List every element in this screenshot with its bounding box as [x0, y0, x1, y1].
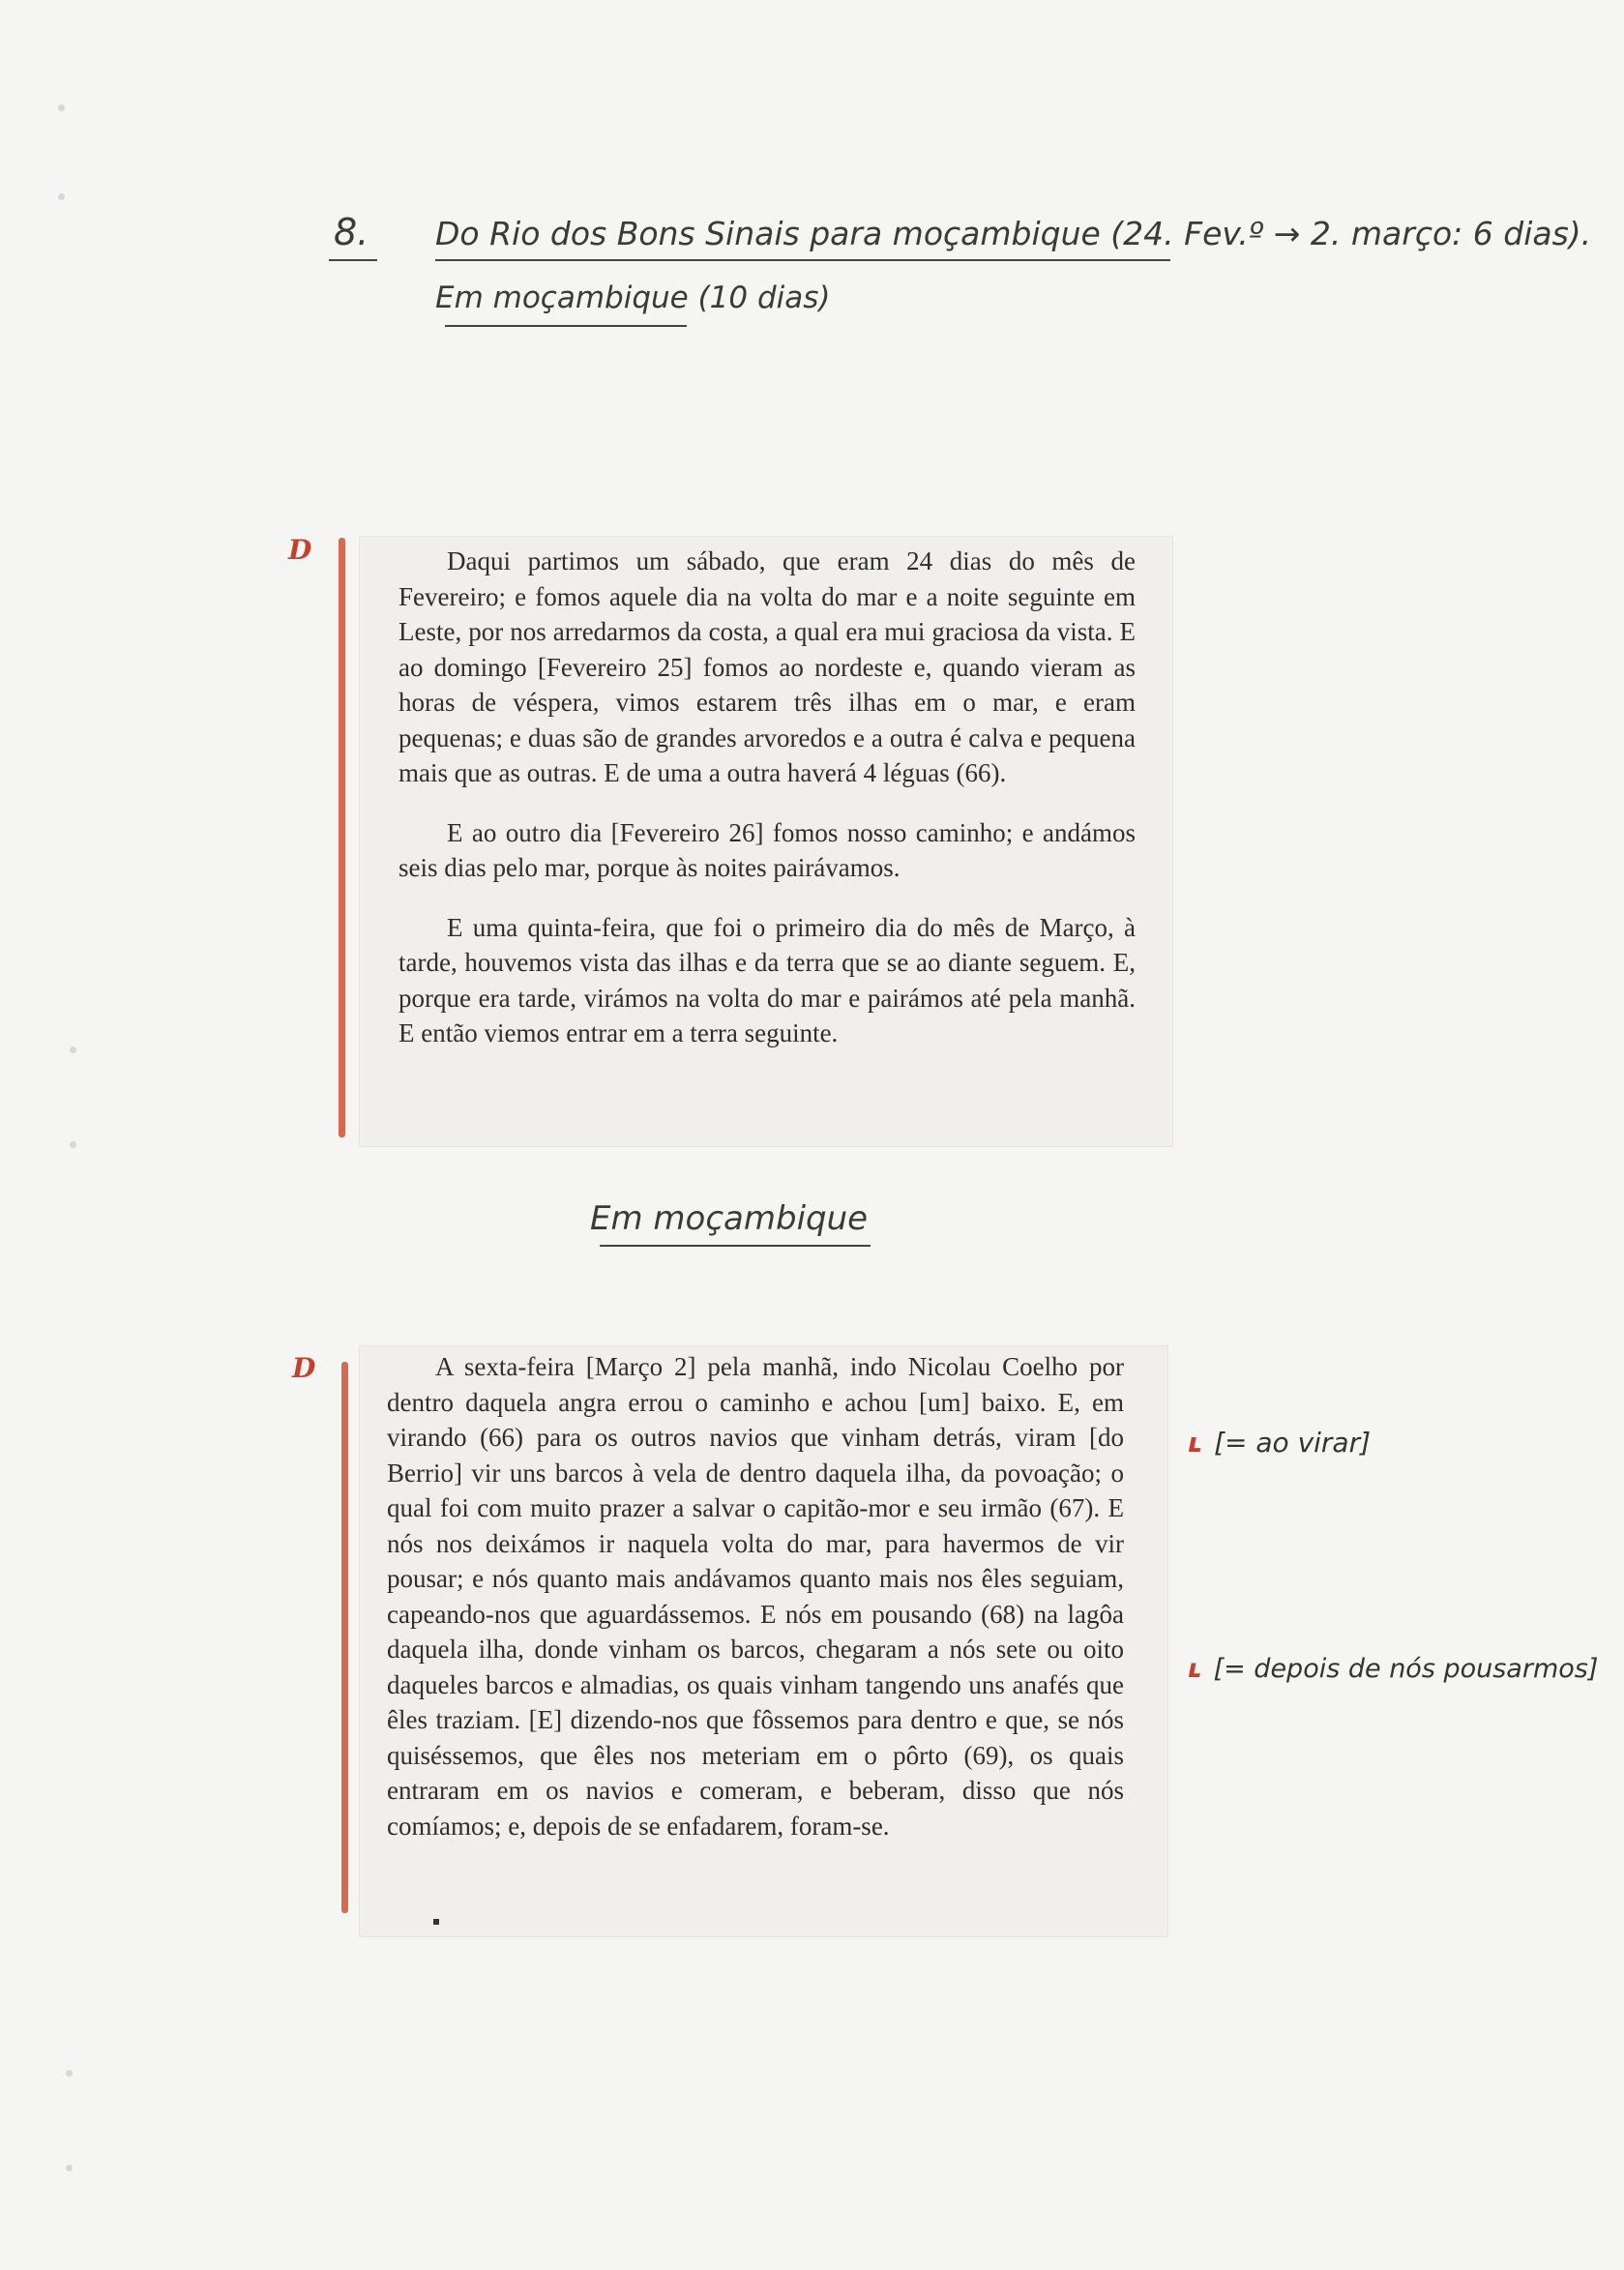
paragraph: E ao outro dia [Fevereiro 26] fomos nosso caminho; e andámos seis dias pelo mar, porque às noites pairávamos. — [399, 817, 1136, 882]
margin-red-line — [341, 1362, 348, 1913]
pin-mark — [433, 1919, 439, 1925]
punch-hole — [66, 2165, 73, 2171]
heading-number: 8. — [334, 211, 369, 253]
heading-title-line2: Em moçambique (10 dias) — [435, 280, 831, 315]
margin-note-1 — [1188, 1427, 1371, 1459]
margin-note-2 — [1188, 1654, 1598, 1684]
punch-hole — [58, 193, 65, 200]
note-text: [= ao virar] — [1214, 1427, 1372, 1459]
punch-hole — [70, 1047, 76, 1053]
paragraph: Daqui partimos um sábado, que eram 24 dias do mês de Fevereiro; e fomos aquele dia na volta do mar e a noite seguinte em Leste, por nos arredarmos da costa, a qual era mui graciosa da vista. E ao domingo [Fevereiro 25] fomos ao nordeste e, quando vieram as horas de véspera, vimos estarem três ilhas em o mar, e eram pequenas; e duas são de grandes arvoredos e a outra é calva e pequena mais que as outras. E de uma a outra haverá 4 léguas (66). — [399, 546, 1136, 787]
heading-title-underline — [435, 259, 1170, 261]
margin-mark-d: D — [292, 1352, 316, 1384]
margin-mark-d: D — [288, 534, 312, 566]
heading-line2-underline — [445, 325, 687, 327]
heading-number-underline — [329, 259, 377, 261]
margin-red-line — [339, 538, 345, 1137]
note-text: [= depois de nós pousarmos] — [1213, 1654, 1599, 1684]
section2-text — [387, 1349, 1124, 1843]
subheading-underline — [600, 1245, 871, 1247]
section1-text — [399, 544, 1136, 1051]
punch-hole — [70, 1141, 76, 1148]
punch-hole — [58, 104, 65, 111]
insert-mark-icon: ʟ — [1188, 1427, 1203, 1459]
insert-mark-icon: ʟ — [1188, 1654, 1202, 1684]
heading-title-line1: Do Rio dos Bons Sinais para moçambique (24. Fev.º → 2. março: 6 dias). — [435, 215, 1592, 252]
punch-hole — [66, 2070, 73, 2077]
paragraph: E uma quinta-feira, que foi o primeiro dia do mês de Março, à tarde, houvemos vista das ilhas e da terra que se ao diante seguem. E, porque era tarde, virámos na volta do mar e pairámos até pela manhã. E então viemos entrar em a terra seguinte. — [399, 912, 1136, 1047]
subheading: Em moçambique — [590, 1199, 869, 1238]
paragraph: A sexta-feira [Março 2] pela manhã, indo Nicolau Coelho por dentro daquela angra errou o caminho e achou [um] baixo. E, em virando (66) para os outros navios que vinham detrás, viram [do Berrio] vir uns barcos à vela de dentro daquela ilha, da povoação; o qual foi com muito prazer a salvar o capitão-mor e seu irmão (67). E nós nos deixámos ir naquela volta do mar, para havermos de vir pousar; e nós quanto mais andávamos quanto mais nos êles seguiam, capeando-nos que aguardássemos. E nós em pousando (68) na lagôa daquela ilha, donde vinham os barcos, chegaram a nós sete ou oito daqueles barcos e almadias, os quais vinham tangendo uns anafés que êles traziam. [E] dizendo-nos que fôssemos para dentro e que, se nós quiséssemos, que êles nos meteriam em o pôrto (69), os quais entraram em os navios e comeram, e beberam, disso que nós comíamos; e, depois de se enfadarem, foram-se. — [387, 1352, 1124, 1841]
